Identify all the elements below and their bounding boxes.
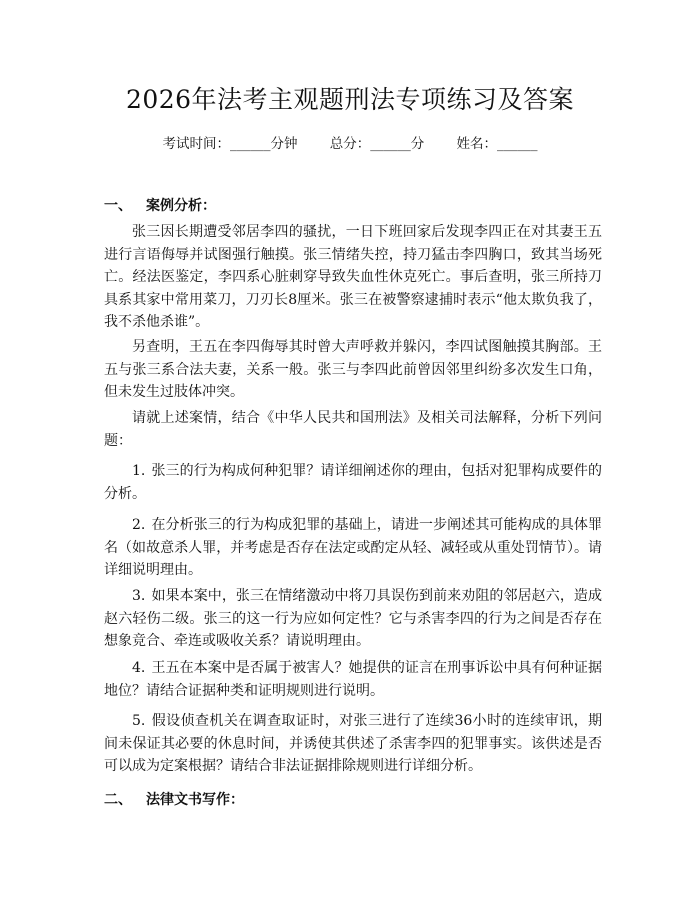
case-paragraph-instructions: 请就上述案情，结合《中华人民共和国刑法》及相关司法解释，分析下列问题： — [104, 410, 602, 449]
question-4-text: 王五在本案中是否属于被害人？她提供的证言在刑事诉讼中具有何种证据地位？请结合证据种类和证明规则进行说明。 — [104, 660, 602, 699]
exam-time-field: 考试时间：______分钟 — [162, 136, 298, 152]
question-4 — [104, 657, 602, 702]
question-3 — [104, 585, 602, 653]
question-2-number: 2. — [132, 517, 146, 533]
section-1-heading — [104, 195, 216, 215]
question-5-text: 假设侦查机关在调查取证时，对张三进行了连续36小时的连续审讯，期间未保证其必要的休息时间，并诱使其供述了杀害李四的犯罪事实。该供述是否可以成为定案根据？请结合非法证据排除规则进行详细分析。 — [104, 713, 602, 774]
exam-info-line — [0, 132, 700, 152]
question-5 — [104, 710, 602, 778]
section-1-number: 一、 — [104, 198, 132, 214]
student-name-field: 姓名：______ — [456, 136, 538, 152]
question-1-text: 张三的行为构成何种犯罪？请详细阐述你的理由，包括对犯罪构成要件的分析。 — [104, 463, 602, 502]
question-5-number: 5. — [132, 713, 146, 729]
question-4-number: 4. — [132, 660, 146, 676]
question-2-text: 在分析张三的行为构成犯罪的基础上，请进一步阐述其可能构成的具体罪名（如故意杀人罪，并考虑是否存在法定或酌定从轻、减轻或从重处罚情节）。请详细说明理由。 — [104, 517, 602, 578]
case-paragraph-2: 另查明，王五在李四侮辱其时曾大声呼救并躲闪，李四试图触摸其胸部。王五与张三系合法夫妻，关系一般。张三与李四此前曾因邻里纠纷多次发生口角，但未发生过肢体冲突。 — [104, 339, 602, 400]
section-2-title: 法律文书写作： — [146, 792, 244, 808]
document-title: 2026年法考主观题刑法专项练习及答案 — [125, 85, 575, 114]
question-2 — [104, 514, 602, 582]
case-paragraph-1: 张三因长期遭受邻居李四的骚扰，一日下班回家后发现李四正在对其妻王五进行言语侮辱并试图强行触摸。张三情绪失控，持刀猛击李四胸口，致其当场死亡。经法医鉴定，李四系心脏刺穿导致失血性休克死亡。事后查明，张三所持刀具系其家中常用菜刀，刀刃长8厘米。张三在被警察逮捕时表示“他太欺负我了，我不杀他杀谁”。 — [104, 224, 602, 330]
question-3-number: 3. — [132, 588, 146, 604]
section-2-heading — [104, 789, 244, 809]
section-2-number: 二、 — [104, 792, 132, 808]
question-1-number: 1. — [132, 463, 146, 479]
question-1 — [104, 460, 602, 505]
question-3-text: 如果本案中，张三在情绪激动中将刀具误伤到前来劝阻的邻居赵六，造成赵六轻伤二级。张三的这一行为应如何定性？它与杀害李四的行为之间是否存在想象竞合、牵连或吸收关系？请说明理由。 — [104, 588, 602, 649]
total-score-field: 总分：______分 — [329, 136, 425, 152]
section-1-title: 案例分析： — [146, 198, 216, 214]
